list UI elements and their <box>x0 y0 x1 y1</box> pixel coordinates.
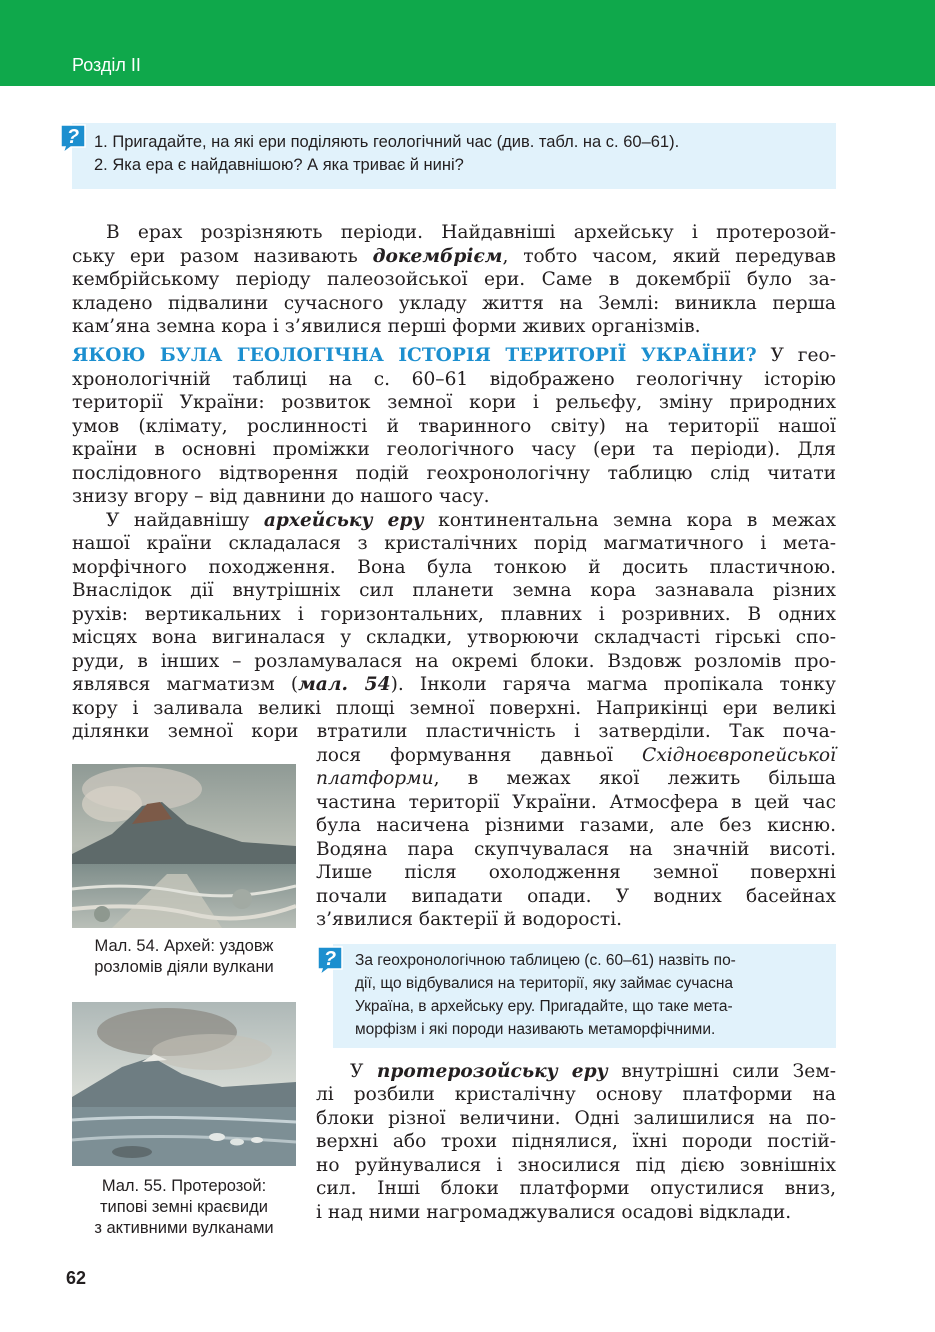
p1-line-4: кладено підвалини сучасного укладу життя на Землі: виникла перша <box>72 293 836 314</box>
figure-54-caption: Мал. 54. Архей: уздовж розломів діяли вулкани <box>94 937 274 976</box>
p2-line-5: країни в основні проміжки геологічного часу (ери та періоди). Для <box>72 439 836 460</box>
p4-line-4: верхні або трохи піднялися, їхні породи постій- <box>316 1131 836 1152</box>
p3-line-3: морфічного походження. Вона була тонкою й досить пластичною. <box>72 557 836 578</box>
p4-line-5: но руйнувалися і зносилися під дією зовнішніх <box>316 1155 836 1176</box>
p4-line-3: блоки різної величини. Одні залишилися на по- <box>316 1108 836 1129</box>
page-number: 62 <box>66 1268 87 1288</box>
p3-line-5: рухів: вертикальних і горизонтальних, плавних і розривних. В одних <box>72 604 836 625</box>
p4-line-7: і над ними нагромаджувалися осадові відклади. <box>316 1202 792 1223</box>
question2-line-3: Україна, в архейську еру. Пригадайте, що таке мета- <box>355 998 733 1015</box>
p3-line-11: лося формування давньої Східноєвропейської <box>316 745 836 766</box>
figure-55-caption: Мал. 55. Протерозой: типові земні краєвиди з активними вулканами <box>94 1177 274 1237</box>
p1-line-1: В ерах розрізняють періоди. Найдавніші архейську і протерозой- <box>106 222 836 243</box>
question-line-2: 2. Яка ера є найдавнішою? А яка триває й нині? <box>94 156 464 174</box>
p3-line-2: нашої країни складалася з кристалічних порід магматичного і мета- <box>72 533 836 554</box>
p1-line-2: ську ери разом називають докембрієм, тобто часом, який передував <box>72 246 836 267</box>
p3-line-17: почали випадати опади. У водних басейнах <box>316 886 836 907</box>
question-mark-icon <box>58 122 88 154</box>
section-header-bar <box>0 0 935 86</box>
p3-line-16: Лише після охолодження земної поверхні <box>316 862 836 883</box>
p3-line-7: руди, в інших – розламувалася на окремі блоки. Вздовж розломів про- <box>72 651 836 672</box>
p3-line-10: ділянки земної кори втратили пластичність і затверділи. Так поча- <box>72 721 836 742</box>
section-heading: ЯКОЮ БУЛА ГЕОЛОГІЧНА ІСТОРІЯ ТЕРИТОРІЇ УКРАЇНИ? <box>72 345 757 366</box>
p1-line-5: кам’яна земна кора і з’явилися перші форми живих організмів. <box>72 316 701 337</box>
p2-line-1: ЯКОЮ БУЛА ГЕОЛОГІЧНА ІСТОРІЯ ТЕРИТОРІЇ УКРАЇНИ? У гео- <box>72 345 837 366</box>
p3-line-8: являвся магматизм (мал. 54). Інколи гаряча магма пропікала тонку <box>72 674 836 695</box>
p3-line-13: частина території України. Атмосфера в цей час <box>316 792 836 813</box>
p1-line-3: кембрійському періоду палеозойської ери. Саме в докембрії було за- <box>72 269 836 290</box>
p2-line-4: умов (клімату, рослинності й тваринного світу) на території нашої <box>72 416 836 437</box>
p4-line-6: сил. Інші блоки платформи опустилися вниз, <box>316 1178 836 1199</box>
p2-line-6: послідовного відтворення подій геохронологічну таблицю слід читати <box>72 463 836 484</box>
p3-line-9: кору і заливала великі площі земної поверхні. Наприкінці ери великі <box>72 698 836 719</box>
question-line-1: 1. Пригадайте, на які ери поділяють геологічний час (див. табл. на с. 60–61). <box>94 133 680 151</box>
p2-line-2: хронологічній таблиці на с. 60–61 відображено геологічну історію <box>72 369 836 390</box>
p4-line-1: У протерозойську еру внутрішні сили Зем- <box>350 1061 836 1082</box>
p3-line-14: була насичена різними газами, але без кисню. <box>316 815 836 836</box>
p3-line-12: платформи, в межах якої лежить більша <box>316 768 836 789</box>
p3-line-15: Водяна пара скупчувалася на значній висоті. <box>316 839 836 860</box>
svg-text:?: ? <box>323 948 337 970</box>
svg-text:?: ? <box>66 126 80 148</box>
p3-line-4: Внаслідок дії внутрішніх сил планети земна кора зазнавала різних <box>72 580 836 601</box>
question2-line-2: дії, що відбувалися на території, яку займає сучасна <box>355 975 734 992</box>
p3-line-18: з’явилися бактерії й водорості. <box>316 909 623 930</box>
p3-line-6: місцях вона вигиналася у складки, утворюючи складчасті гірські спо- <box>72 627 836 648</box>
p3-line-1: У найдавнішу архейську еру континентальна земна кора в межах <box>106 510 837 531</box>
section-label: Розділ ІІ <box>72 55 141 75</box>
question-box-2 <box>333 944 836 1048</box>
figure-55-proterozoic-landscape-image <box>72 1002 296 1166</box>
figure-54-archean-volcano-image <box>72 764 296 928</box>
p4-line-2: лі розбили кристалічну основу платформи на <box>316 1084 836 1105</box>
question2-line-1: За геохронологічною таблицею (с. 60–61) назвіть по- <box>355 952 736 969</box>
question-mark-icon <box>315 944 345 976</box>
question-box-1 <box>72 123 836 189</box>
p2-line-7: знизу вгору – від давнини до нашого часу. <box>72 486 490 507</box>
question2-line-4: морфізм і які породи називають метаморфічними. <box>355 1021 716 1038</box>
p2-line-3: території України: розвиток земної кори і рельєфу, зміну природних <box>72 392 836 413</box>
